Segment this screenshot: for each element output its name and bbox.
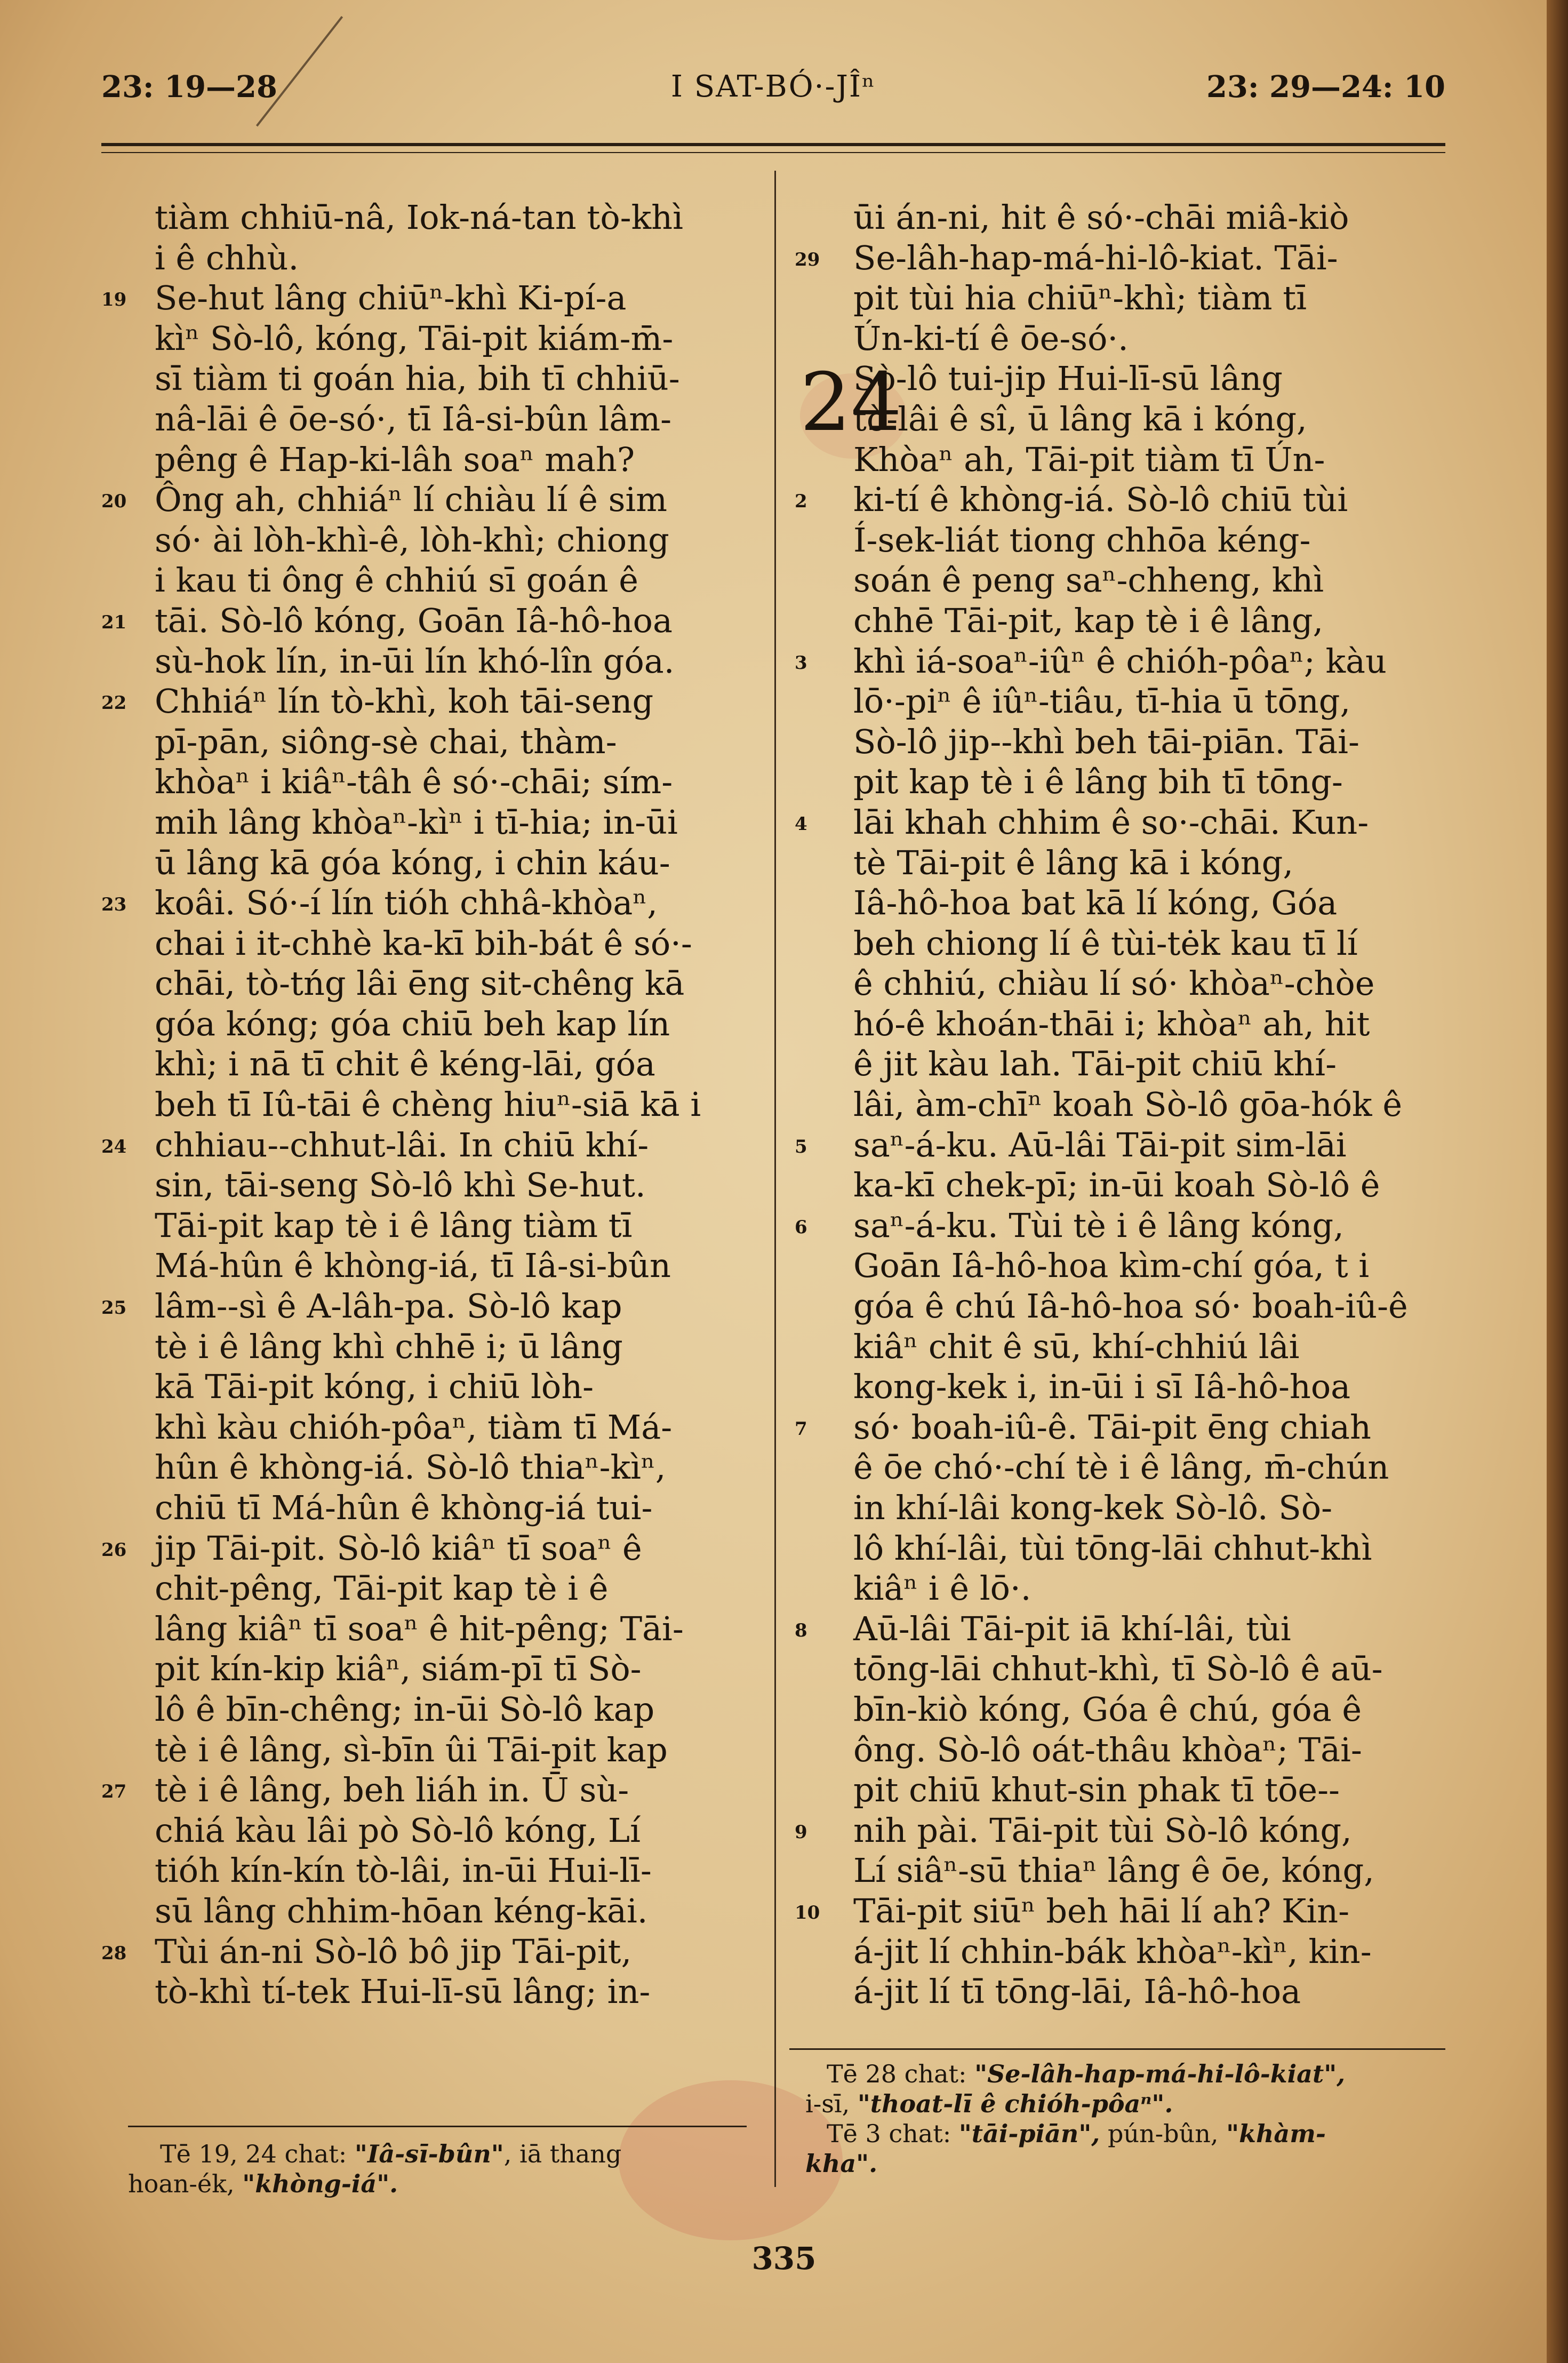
text-line	[101, 278, 752, 318]
line-text: tióh kín-kín tò-lâi, in-ūi Hui-lī-	[155, 1851, 652, 1890]
text-line	[795, 641, 1451, 682]
text-line	[101, 681, 752, 722]
text-line	[155, 923, 752, 964]
line-text: hûn ê khòng-iá. Sò-lô thiaⁿ-kìⁿ,	[155, 1448, 666, 1487]
line-text: chiá kàu lâi pò Sò-lô kóng, Lí	[155, 1810, 641, 1850]
line-text: chit-pêng, Tāi-pit kap tè i ê	[155, 1569, 609, 1608]
line-text: mih lâng khòaⁿ-kìⁿ i tī-hia; in-ūi	[155, 802, 678, 842]
line-text: ê ōe chó·-chí tè i ê lâng, m̄-chún	[853, 1448, 1389, 1487]
line-text: lâm--sì ê A-lâh-pa. Sò-lô kap	[155, 1287, 622, 1326]
line-text: khì; i nā tī chit ê kéng-lāi, góa	[155, 1044, 655, 1084]
line-text: nih pài. Tāi-pit tùi Sò-lô kóng,	[853, 1810, 1352, 1850]
text-line	[155, 1206, 752, 1246]
line-text: khì kàu chióh-pôaⁿ, tiàm tī Má-	[155, 1407, 673, 1447]
text-line	[795, 1206, 1451, 1246]
text-line	[155, 1367, 752, 1407]
page-number: 335	[751, 2240, 817, 2277]
text-line	[155, 1488, 752, 1528]
text-line	[101, 1286, 752, 1327]
text-line	[853, 318, 1451, 359]
footnote-right-mid3: pún-bûn,	[1107, 2119, 1219, 2148]
text-line	[155, 1044, 752, 1084]
text-line	[853, 843, 1451, 883]
text-line	[853, 1084, 1451, 1125]
text-line	[795, 1609, 1451, 1649]
line-text: ki-tí ê khòng-iá. Sò-lô chiū tùi	[853, 480, 1348, 520]
verse-number: 10	[795, 1902, 820, 1923]
header-rule	[101, 143, 1445, 146]
line-text: lâi, àm-chīⁿ koah Sò-lô gōa-hók ê	[853, 1085, 1403, 1124]
line-text: góa kóng; góa chiū beh kap lín	[155, 1004, 670, 1043]
text-line	[155, 197, 752, 238]
verse-number: 23	[101, 894, 127, 916]
line-text: tè Tāi-pit ê lâng kā i kóng,	[853, 843, 1294, 882]
text-line	[155, 1971, 752, 2012]
line-text: pit kap tè i ê lâng bih tī tōng-	[853, 762, 1343, 802]
line-text: tò-khì tí-tek Hui-lī-sū lâng; in-	[155, 1972, 651, 2011]
line-text: Má-hûn ê khòng-iá, tī Iâ-si-bûn	[155, 1246, 671, 1286]
footnote-right-term3b: "khàm-	[1226, 2119, 1326, 2148]
text-line	[853, 722, 1451, 762]
line-text: lô ê bīn-chêng; in-ūi Sò-lô kap	[155, 1689, 655, 1729]
line-text: kiâⁿ chit ê sū, khí-chhiú lâi	[853, 1327, 1300, 1366]
text-line	[853, 1488, 1451, 1528]
text-line	[853, 1165, 1451, 1206]
line-text: kā Tāi-pit kóng, i chiū lòh-	[155, 1367, 594, 1407]
verse-number: 22	[101, 692, 127, 714]
text-line	[853, 1649, 1451, 1689]
text-line	[155, 963, 752, 1004]
page-edge	[1547, 0, 1568, 2363]
text-line	[155, 1568, 752, 1609]
footnote-left	[128, 2139, 757, 2199]
text-line	[155, 399, 752, 440]
text-line	[853, 1770, 1451, 1810]
text-line	[101, 1770, 752, 1810]
line-text: ka-kī chek-pī; in-ūi koah Sò-lô ê	[853, 1165, 1380, 1205]
line-text: ū lâng kā góa kóng, i chin káu-	[155, 843, 670, 882]
text-line	[853, 1004, 1451, 1044]
text-line	[155, 1689, 752, 1730]
text-line	[795, 1810, 1451, 1851]
text-line	[155, 762, 752, 802]
verse-number: 8	[795, 1619, 807, 1641]
verse-number: 24	[101, 1136, 127, 1157]
text-line	[795, 1891, 1451, 1931]
text-line	[795, 238, 1451, 278]
text-line	[155, 1407, 752, 1448]
text-line	[101, 1931, 752, 1972]
text-line	[155, 1891, 752, 1931]
left-column	[101, 197, 752, 2012]
text-line	[155, 843, 752, 883]
text-line	[853, 1286, 1451, 1327]
text-line	[853, 560, 1451, 601]
footnote-right-prefix1: Tē 28 chat:	[827, 2059, 967, 2088]
text-line	[853, 520, 1451, 561]
line-text: Lí siâⁿ-sū thiaⁿ lâng ê ōe, kóng,	[853, 1851, 1374, 1890]
line-text: pêng ê Hap-ki-lâh soaⁿ mah?	[155, 440, 635, 479]
line-text: lō·-piⁿ ê iûⁿ-tiâu, tī-hia ū tōng,	[853, 682, 1351, 721]
column-divider	[774, 171, 776, 2187]
text-line	[853, 681, 1451, 722]
footnote-right-prefix3: Tē 3 chat:	[827, 2119, 951, 2148]
line-text: Iâ-hô-hoa bat kā lí kóng, Góa	[853, 883, 1338, 923]
footnote-rule-left	[128, 2126, 747, 2127]
text-line	[155, 1609, 752, 1649]
text-line	[155, 358, 752, 399]
verse-number: 28	[101, 1942, 127, 1964]
line-text: pit chiū khut-sin phak tī tōe--	[853, 1770, 1340, 1810]
verse-number: 3	[795, 652, 807, 674]
line-text: soán ê peng saⁿ-chheng, khì	[853, 561, 1324, 600]
text-line	[853, 1568, 1451, 1609]
line-text: beh tī Iû-tāi ê chèng hiuⁿ-siā kā i	[155, 1085, 701, 1124]
verse-number: 21	[101, 611, 127, 633]
line-text: Sò-lô tui-jip Hui-lī-sū lâng	[853, 359, 1283, 398]
line-text: sī tiàm ti goán hia, bih tī chhiū-	[155, 359, 680, 398]
line-text: sū lâng chhim-hōan kéng-kāi.	[155, 1891, 648, 1930]
line-text: ê chhiú, chiàu lí só· khòaⁿ-chòe	[853, 964, 1375, 1003]
running-header	[101, 64, 1445, 112]
line-text: tè i ê lâng, beh liáh in. Ū sù-	[155, 1770, 629, 1810]
line-text: só· ài lòh-khì-ê, lòh-khì; chiong	[155, 520, 669, 560]
line-text: Sò-lô jip--khì beh tāi-piān. Tāi-	[853, 722, 1359, 761]
line-text: Ún-ki-tí ê ōe-só·.	[853, 318, 1129, 358]
line-text: pit kín-kip kiâⁿ, siám-pī tī Sò-	[155, 1649, 642, 1689]
line-text: chhiau--chhut-lâi. In chiū khí-	[155, 1125, 649, 1164]
text-line	[155, 1165, 752, 1206]
verse-number: 20	[101, 491, 127, 513]
line-text: lô khí-lâi, tùi tōng-lāi chhut-khì	[853, 1528, 1372, 1568]
line-text: góa ê chú Iâ-hô-hoa só· boah-iû-ê	[853, 1287, 1408, 1326]
line-text: á-jit lí chhin-bák khòaⁿ-kìⁿ, kin-	[853, 1931, 1372, 1971]
line-text: ông. Sò-lô oát-thâu khòaⁿ; Tāi-	[853, 1730, 1362, 1769]
line-text: bīn-kiò kóng, Góa ê chú, góa ê	[853, 1689, 1362, 1729]
text-line	[853, 440, 1451, 480]
verse-number: 29	[795, 249, 820, 270]
text-line	[155, 1084, 752, 1125]
line-text: Se-hut lâng chiūⁿ-khì Ki-pí-a	[155, 278, 627, 318]
text-line	[101, 1528, 752, 1569]
line-text: Ông ah, chhiáⁿ lí chiàu lí ê sim	[155, 480, 668, 520]
text-line	[155, 318, 752, 359]
line-text: Chhiáⁿ lín tò-khì, koh tāi-seng	[155, 682, 654, 721]
line-text: só· boah-iû-ê. Tāi-pit ēng chiah	[853, 1407, 1371, 1447]
verse-number: 25	[101, 1297, 127, 1319]
text-line	[155, 520, 752, 561]
header-book-title: I SAT-BÓ·-JÎⁿ	[670, 69, 876, 104]
text-line	[795, 802, 1451, 843]
line-text: tāi. Sò-lô kóng, Goān Iâ-hô-hoa	[155, 601, 673, 640]
footnote-left-mid: , iā thang	[503, 2140, 622, 2168]
text-line	[853, 399, 1451, 440]
footnote-right-prefix2: i-sī,	[805, 2089, 850, 2118]
footnote-right-term1: "Se-lâh-hap-má-hi-lô-kiat",	[974, 2059, 1346, 2088]
line-text: saⁿ-á-ku. Aū-lâi Tāi-pit sim-lāi	[853, 1125, 1347, 1164]
text-line	[853, 1971, 1451, 2012]
line-text: chai i it-chhè ka-kī bih-bát ê só·-	[155, 923, 692, 963]
line-text: i kau ti ông ê chhiú sī goán ê	[155, 561, 638, 600]
text-line	[853, 1447, 1451, 1488]
line-text: jip Tāi-pit. Sò-lô kiâⁿ tī soaⁿ ê	[155, 1528, 642, 1568]
text-line	[101, 480, 752, 520]
text-line	[853, 601, 1451, 641]
verse-number: 5	[795, 1136, 807, 1157]
text-line	[101, 1125, 752, 1165]
text-line	[853, 762, 1451, 802]
text-line	[155, 1730, 752, 1770]
text-line	[853, 278, 1451, 318]
text-line	[795, 480, 1451, 520]
text-line	[853, 1689, 1451, 1730]
line-text: pit tùi hia chiūⁿ-khì; tiàm tī	[853, 278, 1307, 318]
line-text: tè i ê lâng, sì-bīn ûi Tāi-pit kap	[155, 1730, 668, 1769]
line-text: lāi khah chhim ê so·-chāi. Kun-	[853, 802, 1369, 842]
line-text: koâi. Só·-í lín tióh chhâ-khòaⁿ,	[155, 883, 658, 923]
text-line	[853, 1246, 1451, 1286]
footnote-right-term3: "tāi-piān",	[958, 2119, 1100, 2148]
footnote-left-term2: "khòng-iá".	[242, 2169, 398, 2198]
text-line	[101, 601, 752, 641]
line-text: chiū tī Má-hûn ê khòng-iá tui-	[155, 1488, 653, 1527]
text-line	[155, 1810, 752, 1851]
line-text: Se-lâh-hap-má-hi-lô-kiat. Tāi-	[853, 238, 1338, 277]
line-text: Í-sek-liát tiong chhōa kéng-	[853, 520, 1311, 560]
verse-number: 26	[101, 1539, 127, 1561]
verse-number: 4	[795, 813, 807, 835]
text-line	[853, 1044, 1451, 1084]
text-line	[853, 923, 1451, 964]
text-line	[155, 1850, 752, 1891]
text-line	[155, 560, 752, 601]
line-text: i ê chhù.	[155, 238, 299, 277]
line-text: tiàm chhiū-nâ, Iok-ná-tan tò-khì	[155, 198, 683, 237]
line-text: Tùi án-ni Sò-lô bô jip Tāi-pit,	[155, 1931, 632, 1971]
verse-number: 27	[101, 1781, 127, 1803]
line-text: khì iá-soaⁿ-iûⁿ ê chióh-pôaⁿ; kàu	[853, 641, 1387, 681]
line-text: tò-lâi ê sî, ū lâng kā i kóng,	[853, 399, 1307, 438]
text-line	[853, 1528, 1451, 1569]
line-text: Aū-lâi Tāi-pit iā khí-lâi, tùi	[853, 1609, 1291, 1648]
line-text: beh chiong lí ê tùi-tėk kau tī lí	[853, 923, 1358, 963]
line-text: Tāi-pit siūⁿ beh hāi lí ah? Kin-	[853, 1891, 1350, 1930]
line-text: kìⁿ Sò-lô, kóng, Tāi-pit kiám-m̄-	[155, 318, 674, 358]
footnote-right-term2: "thoat-lī ê chióh-pôaⁿ".	[857, 2089, 1173, 2118]
text-line	[853, 1931, 1451, 1972]
text-line	[155, 1649, 752, 1689]
line-text: á-jit lí tī tōng-lāi, Iâ-hô-hoa	[853, 1972, 1301, 2011]
line-text: pī-pān, siông-sè chai, thàm-	[155, 722, 617, 761]
verse-number: 9	[795, 1821, 807, 1843]
header-right-ref: 23: 29—24: 10	[1206, 69, 1445, 105]
footnote-left-term1: "Iâ-sī-bûn"	[354, 2140, 504, 2168]
footnote-left-prefix: Tē 19, 24 chat:	[160, 2140, 347, 2168]
line-text: ūi án-ni, hit ê só·-chāi miâ-kiò	[853, 198, 1349, 237]
text-line	[853, 1367, 1451, 1407]
text-line	[155, 1246, 752, 1286]
verse-number: 2	[795, 491, 807, 513]
text-line	[155, 1004, 752, 1044]
text-line	[853, 197, 1451, 238]
line-text: lâng kiâⁿ tī soaⁿ ê hit-pêng; Tāi-	[155, 1609, 684, 1648]
header-rule-thin	[101, 152, 1445, 153]
line-text: ê jit kàu lah. Tāi-pit chiū khí-	[853, 1044, 1337, 1084]
text-line	[155, 802, 752, 843]
line-text: chāi, tò-tńg lâi ēng sit-chêng kā	[155, 964, 685, 1003]
line-text: saⁿ-á-ku. Tùi tè i ê lâng kóng,	[853, 1206, 1344, 1245]
line-text: nâ-lāi ê ōe-só·, tī Iâ-si-bûn lâm-	[155, 399, 672, 438]
text-line	[795, 1407, 1451, 1448]
line-text: Tāi-pit kap tè i ê lâng tiàm tī	[155, 1206, 633, 1245]
line-text: kong-kek i, in-ūi i sī Iâ-hô-hoa	[853, 1367, 1351, 1407]
header-left-ref: 23: 19—28	[101, 69, 277, 105]
line-text: sù-hok lín, in-ūi lín khó-lîn góa.	[155, 641, 675, 681]
right-column	[795, 197, 1451, 2012]
footnote-left-line2: hoan-ék,	[128, 2169, 235, 2198]
text-line	[155, 1327, 752, 1367]
line-text: tōng-lāi chhut-khì, tī Sò-lô ê aū-	[853, 1649, 1383, 1689]
verse-number: 6	[795, 1216, 807, 1238]
text-line	[155, 1447, 752, 1488]
text-line	[795, 1125, 1451, 1165]
line-text: hó-ê khoán-thāi i; khòaⁿ ah, hit	[853, 1004, 1370, 1043]
text-line	[853, 1850, 1451, 1891]
text-line	[155, 440, 752, 480]
text-line	[155, 722, 752, 762]
footnote-right-term4: kha".	[805, 2149, 878, 2178]
text-line	[853, 883, 1451, 923]
text-line	[155, 641, 752, 682]
line-text: Khòaⁿ ah, Tāi-pit tiàm tī Ún-	[853, 440, 1325, 479]
line-text: sin, tāi-seng Sò-lô khì Se-hut.	[155, 1165, 646, 1205]
line-text: chhē Tāi-pit, kap tè i ê lâng,	[853, 601, 1324, 640]
line-text: tè i ê lâng khì chhē i; ū lâng	[155, 1327, 623, 1366]
text-line	[155, 238, 752, 278]
text-line	[853, 1327, 1451, 1367]
text-line	[853, 1730, 1451, 1770]
footnote-right	[805, 2059, 1445, 2178]
footnote-rule-right	[789, 2048, 1445, 2050]
verse-number: 7	[795, 1418, 807, 1440]
line-text: khòaⁿ i kiâⁿ-tâh ê só·-chāi; sím-	[155, 762, 673, 802]
text-line	[101, 883, 752, 923]
line-text: in khí-lâi kong-kek Sò-lô. Sò-	[853, 1488, 1333, 1527]
line-text: kiâⁿ i ê lō·.	[853, 1569, 1031, 1608]
chapter-number: 24	[800, 356, 902, 450]
verse-number: 19	[101, 289, 127, 311]
line-text: Goān Iâ-hô-hoa kìm-chí góa, t i	[853, 1246, 1370, 1286]
text-line	[853, 963, 1451, 1004]
